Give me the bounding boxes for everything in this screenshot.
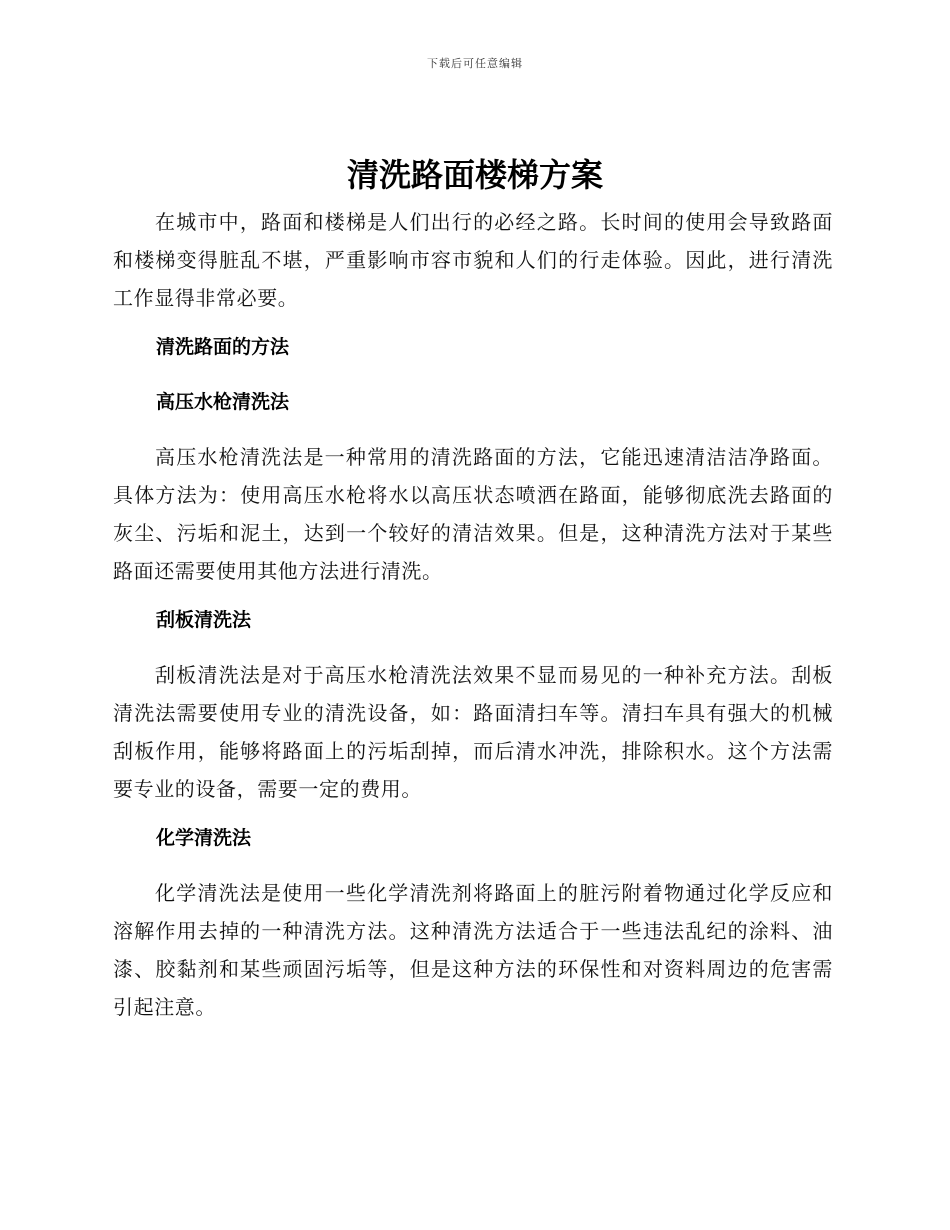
document-title: 清洗路面楼梯方案 xyxy=(346,156,603,194)
method-heading-high-pressure: 高压水枪清洗法 xyxy=(156,391,290,413)
method-body-scraper: 刮板清洗法是对于高压水枪清洗法效果不显而易见的一种补充方法。刮板清洗法需要使用专业的清洗设备，如：路面清扫车等。清扫车具有强大的机械刮板作用，能够将路面上的污垢刮掉，而后清水冲洗，排除积水。这个方法需要专业的设备，需要一定的费用。 xyxy=(113,663,833,801)
document-body xyxy=(113,203,833,1037)
method-heading-scraper: 刮板清洗法 xyxy=(156,609,252,631)
method-body-chemical: 化学清洗法是使用一些化学清洗剂将路面上的脏污附着物通过化学反应和溶解作用去掉的一种清洗方法。这种清洗方法适合于一些违法乱纪的涂料、油漆、胶黏剂和某些顽固污垢等，但是这种方法的环保性和对资料周边的危害需引起注意。 xyxy=(113,881,833,1019)
method-body-high-pressure: 高压水枪清洗法是一种常用的清洗路面的方法，它能迅速清洁洁净路面。具体方法为：使用高压水枪将水以高压状态喷洒在路面，能够彻底洗去路面的灰尘、污垢和泥土，达到一个较好的清洁效果。但是，这种清洗方法对于某些路面还需要使用其他方法进行清洗。 xyxy=(113,445,833,583)
intro-paragraph: 在城市中，路面和楼梯是人们出行的必经之路。长时间的使用会导致路面和楼梯变得脏乱不堪，严重影响市容市貌和人们的行走体验。因此，进行清洗工作显得非常必要。 xyxy=(113,210,833,310)
section-heading: 清洗路面的方法 xyxy=(156,336,290,358)
header-note: 下载后可任意编辑 xyxy=(427,57,523,70)
method-heading-chemical: 化学清洗法 xyxy=(156,827,252,849)
